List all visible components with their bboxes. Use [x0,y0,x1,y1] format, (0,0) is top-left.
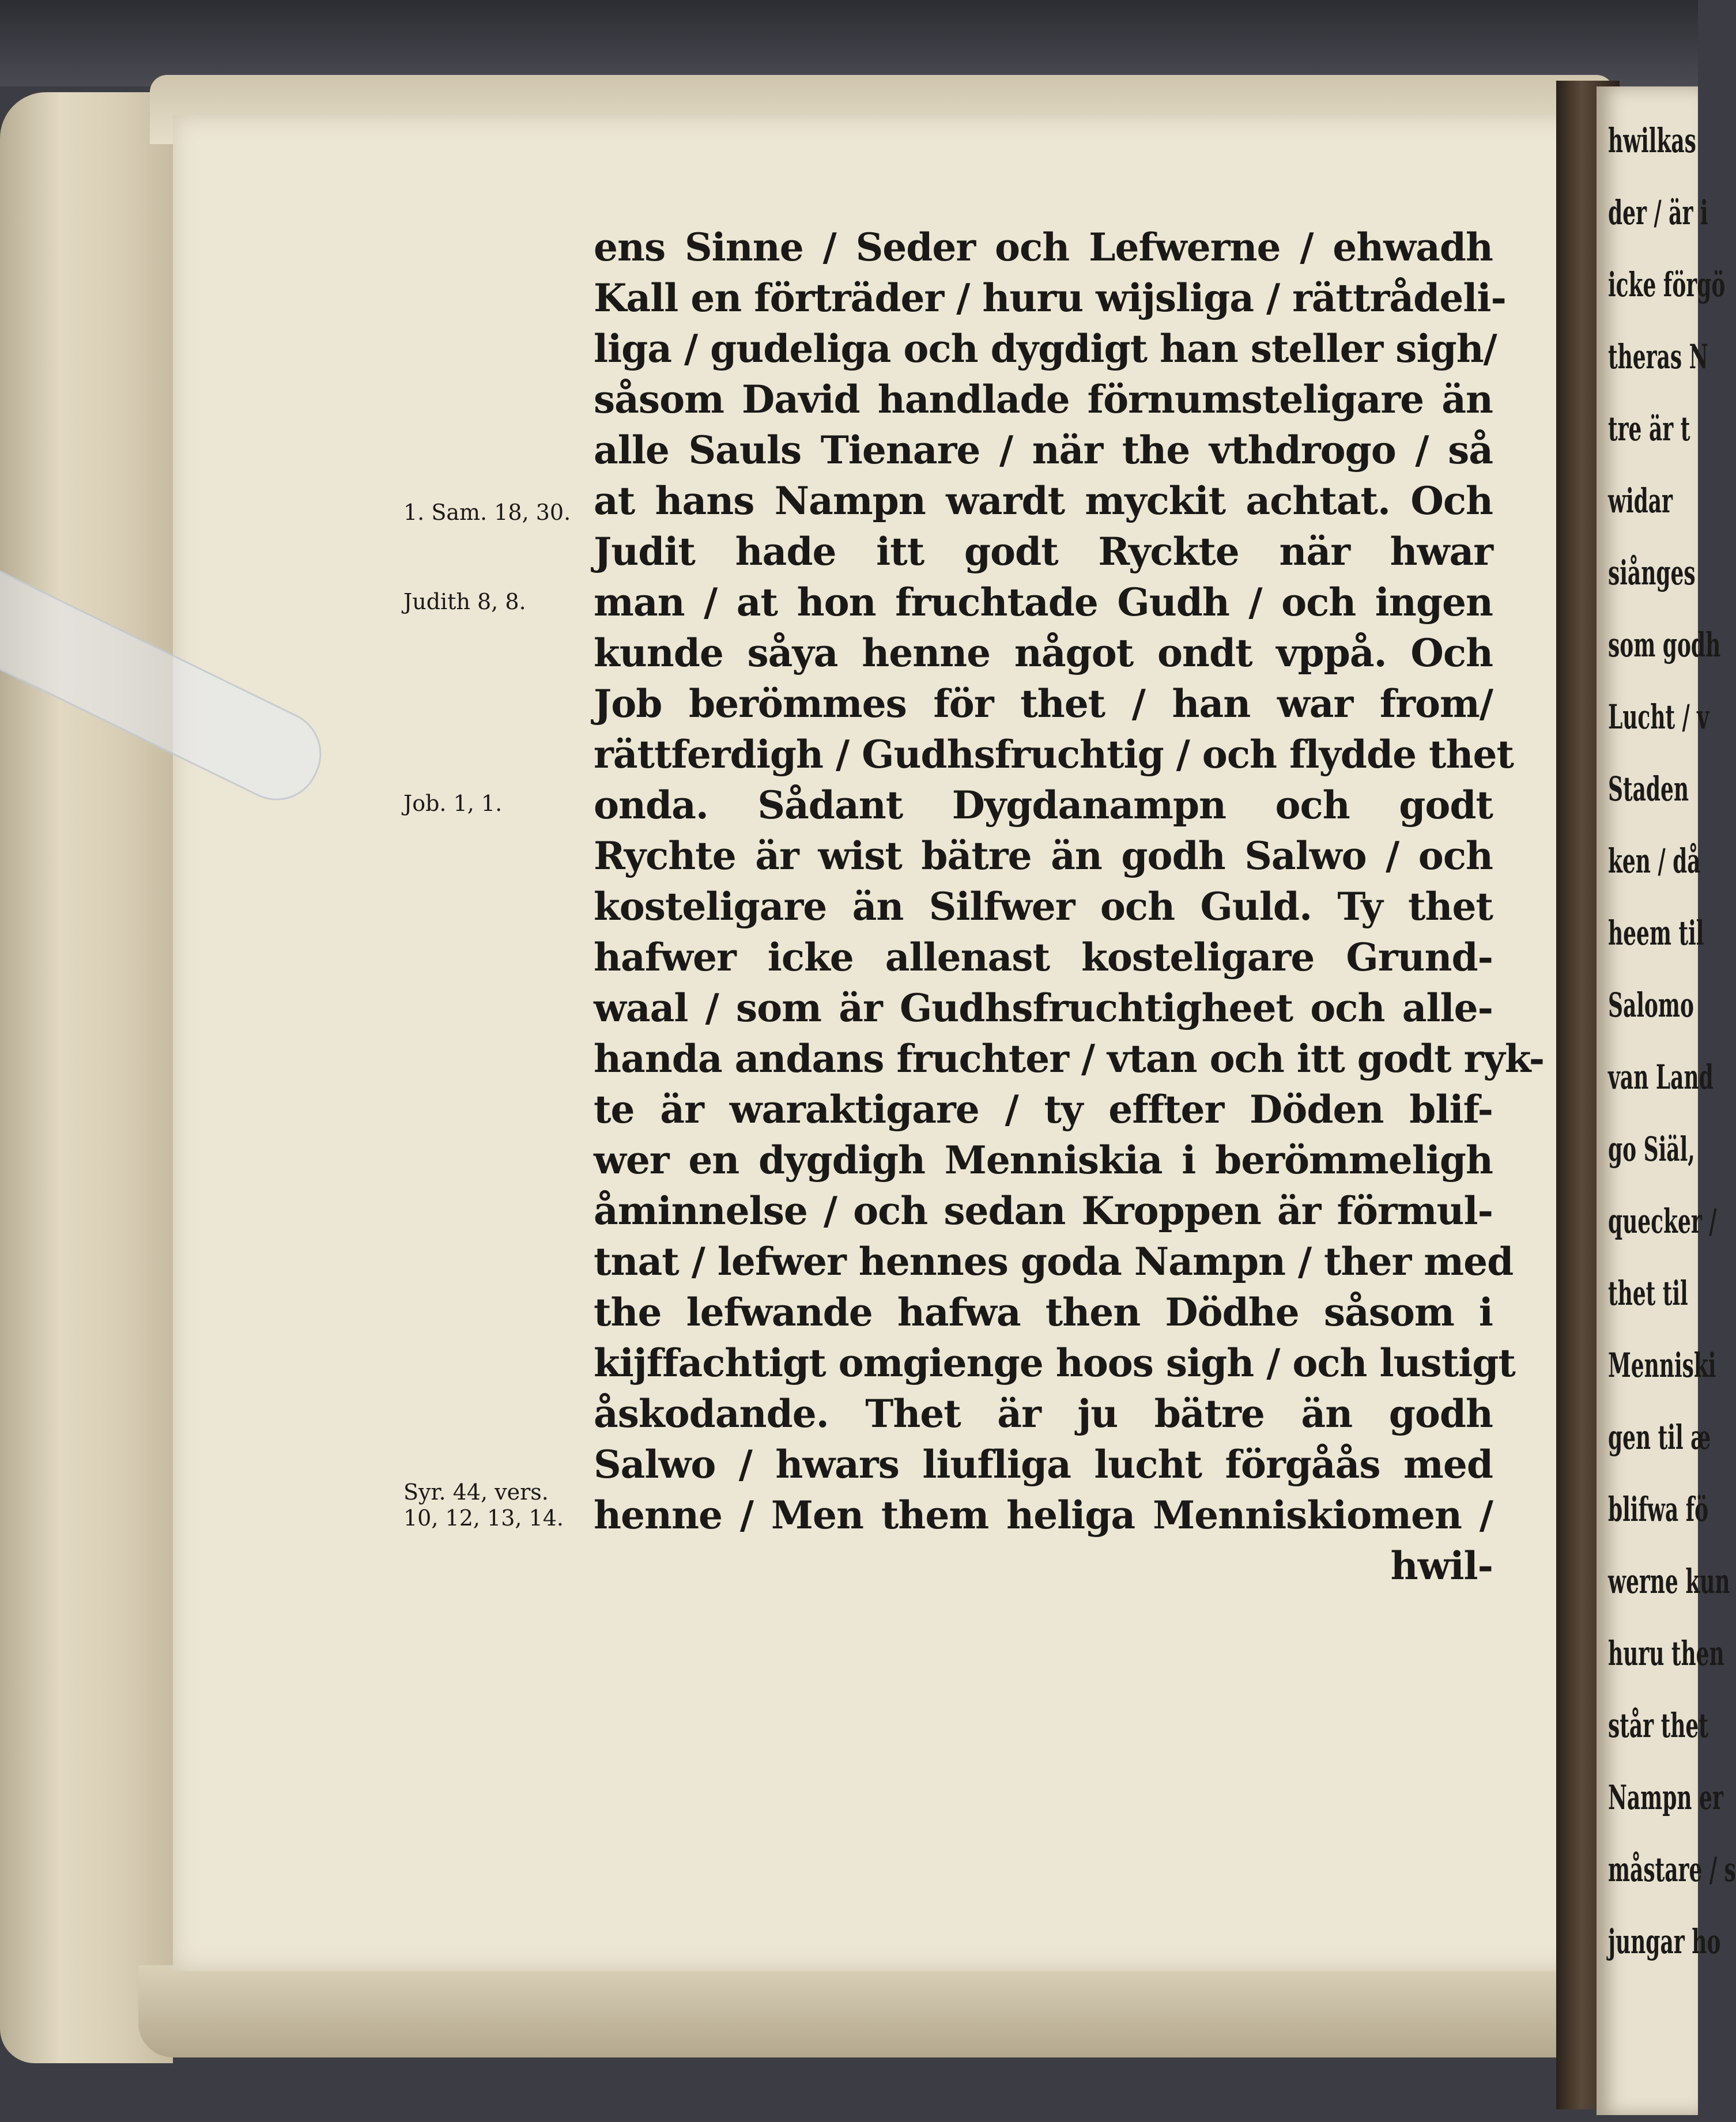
right-page-line: gen til æ [1608,1418,1711,1457]
margin-note-syr-2: 10, 12, 13, 14. [403,1505,564,1531]
text-line: hwil- [1390,1543,1493,1588]
text-line: wer en dygdigh Menniskia i berömmeligh [594,1138,1493,1183]
text-line: åskodande. Thet är ju bätre än godh [594,1391,1493,1436]
right-page-line: quecker / [1608,1202,1717,1241]
text-line: the lefwande hafwa then Dödhe såsom i [594,1290,1493,1335]
text-line: Salwo / hwars liufliga lucht förgåås med [594,1442,1493,1487]
right-page-line: Staden [1608,769,1689,809]
text-line: alle Sauls Tienare / när the vthdrogo / så [594,428,1493,473]
text-line: onda. Sådant Dygdanampn och godt [594,783,1493,828]
right-page-line: ken / då [1608,841,1701,881]
right-page-line: måstare / s [1608,1850,1736,1889]
right-page-line: thet til [1608,1274,1688,1313]
right-page-line: står thet [1608,1706,1708,1745]
right-page-line: werne kun [1608,1562,1730,1601]
text-line: Job berömmes för thet / han war from/ [594,681,1493,726]
text-line: åminnelse / och sedan Kroppen är förmul- [594,1188,1493,1233]
book-left-edge [0,92,173,2063]
text-line: kosteligare än Silfwer och Guld. Ty thet [594,884,1493,929]
right-page-line: som godh [1608,625,1721,664]
text-line: handa andans fruchter / vtan och itt godt ryk- [594,1036,1545,1081]
text-line: henne / Men them heliga Menniskiomen / [594,1493,1493,1538]
text-line: Rychte är wist bätre än godh Salwo / och [594,833,1493,878]
right-page-line: jungar ho [1608,1922,1721,1961]
right-page-line: siånges [1608,553,1696,592]
margin-note-syr-1: Syr. 44, vers. [403,1479,549,1505]
text-line: rättferdigh / Gudhsfruchtig / och flydde thet [594,732,1514,777]
text-line: ens Sinne / Seder och Lefwerne / ehwadh [594,225,1493,270]
text-line: waal / som är Gudhsfruchtigheet och alle- [594,986,1493,1030]
text-line: kijffachtigt omgienge hoos sigh / och lustigt [594,1341,1515,1385]
text-line: liga / gudeliga och dygdigt han steller sigh/ [594,326,1497,371]
right-page-line: theras N [1608,337,1708,376]
right-page-line: Lucht / v [1608,697,1709,737]
margin-note-sam: 1. Sam. 18, 30. [403,500,571,525]
right-page-line: huru then [1608,1634,1724,1673]
text-line: Judit hade itt godt Ryckte när hwar [594,529,1493,574]
backdrop [0,0,1698,86]
text-line: te är waraktigare / ty effter Döden blif- [594,1087,1493,1132]
margin-note-judith: Judith 8, 8. [403,589,526,614]
right-page-line: Salomo [1608,986,1694,1025]
right-page-line: Nampn er [1608,1778,1723,1817]
right-page-line: Menniski [1608,1346,1716,1385]
text-line: Kall en förträder / huru wijsliga / rättrådeli- [594,275,1506,320]
book-bottom-edge [138,1965,1591,2057]
right-page-line: go Siäl, [1608,1130,1695,1169]
text-line: såsom David handlade förnumsteligare än [594,377,1493,422]
right-page-line: hwilkas [1608,121,1696,160]
text-line: man / at hon fruchtade Gudh / och ingen [594,580,1493,625]
text-line: tnat / lefwer hennes goda Nampn / ther med [594,1239,1514,1284]
right-page-partial [1597,86,1736,2115]
margin-note-job: Job. 1, 1. [403,791,503,816]
right-page-line: icke förgö [1608,265,1726,304]
main-text-block [594,222,1545,1591]
right-page-line: van Land [1608,1058,1714,1097]
right-page-line: tre är t [1608,409,1690,448]
right-page-line: der / är i [1608,193,1708,232]
right-page-line: widar [1608,481,1673,520]
text-line: hafwer icke allenast kosteligare Grund- [594,935,1493,980]
text-line: kunde såya henne något ondt vppå. Och [594,630,1493,675]
right-page-line: heem til [1608,913,1704,953]
text-line: at hans Nampn wardt myckit achtat. Och [594,478,1493,523]
right-page-line: blifwa fö [1608,1490,1709,1529]
